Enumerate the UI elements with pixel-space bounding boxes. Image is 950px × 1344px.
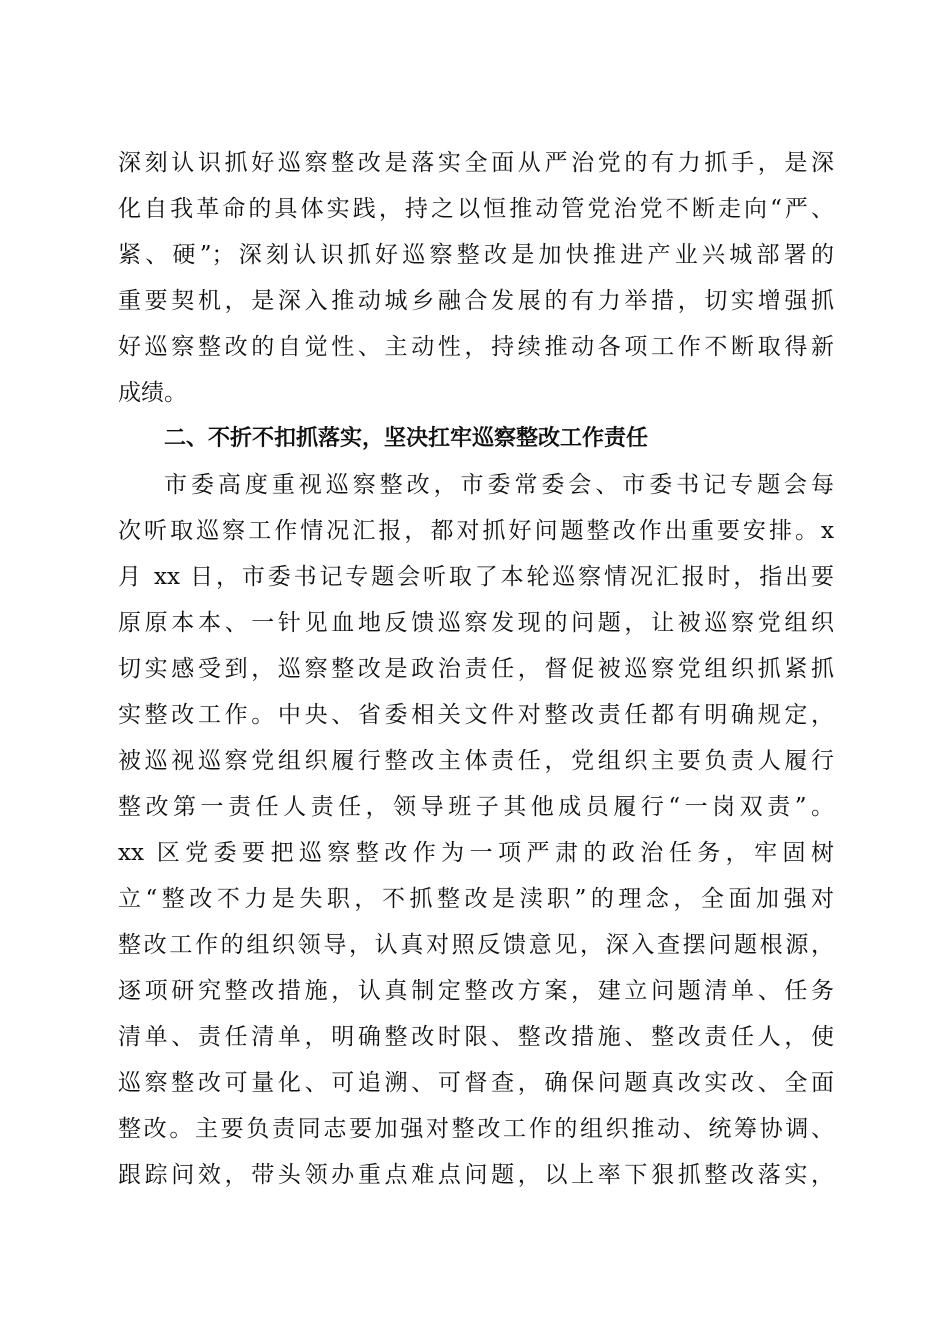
paragraph-1 — [118, 140, 834, 416]
text-line: 成绩。 — [118, 380, 187, 406]
text-line: 巡察整改可量化、可追溯、可督查，确保问题真改实改、全面 — [118, 1070, 834, 1096]
text-line: 深刻认识抓好巡察整改是落实全面从严治党的有力抓手，是深 — [118, 150, 834, 176]
text-line: 整改第一责任人责任，领导班子其他成员履行“一岗双责”。 — [118, 794, 834, 820]
text-line: 月 xx 日，市委书记专题会听取了本轮巡察情况汇报时，指出要 — [118, 564, 834, 590]
document-body — [118, 140, 834, 1198]
text-line: 次听取巡察工作情况汇报，都对抓好问题整改作出重要安排。x — [118, 518, 834, 544]
text-line: 清单、责任清单，明确整改时限、整改措施、整改责任人，使 — [118, 1024, 834, 1050]
text-line: 实整改工作。中央、省委相关文件对整改责任都有明确规定， — [118, 702, 834, 728]
text-line: 市委高度重视巡察整改，市委常委会、市委书记专题会每 — [164, 472, 834, 498]
text-line: 好巡察整改的自觉性、主动性，持续推动各项工作不断取得新 — [118, 334, 834, 360]
section-heading: 二、不折不扣抓落实，坚决扛牢巡察整改工作责任 — [164, 426, 649, 451]
text-line: 跟踪问效，带头领办重点难点问题，以上率下狠抓整改落实， — [118, 1162, 834, 1188]
paragraph-2 — [118, 462, 834, 1198]
text-line: 原原本本、一针见血地反馈巡察发现的问题，让被巡察党组织 — [118, 610, 834, 636]
text-line: 逐项研究整改措施，认真制定整改方案，建立问题清单、任务 — [118, 978, 834, 1004]
text-line: 整改。主要负责同志要加强对整改工作的组织推动、统筹协调、 — [118, 1116, 834, 1142]
text-line: 紧、硬”；深刻认识抓好巡察整改是加快推进产业兴城部署的 — [118, 242, 834, 268]
text-line: 重要契机，是深入推动城乡融合发展的有力举措，切实增强抓 — [118, 288, 834, 314]
text-line: 化自我革命的具体实践，持之以恒推动管党治党不断走向“严、 — [118, 196, 834, 222]
text-line: 切实感受到，巡察整改是政治责任，督促被巡察党组织抓紧抓 — [118, 656, 834, 682]
text-line: xx 区党委要把巡察整改作为一项严肃的政治任务，牢固树 — [118, 840, 834, 866]
text-line: 立“整改不力是失职，不抓整改是渎职”的理念，全面加强对 — [118, 886, 834, 912]
text-line: 整改工作的组织领导，认真对照反馈意见，深入查摆问题根源， — [118, 932, 834, 958]
text-line: 被巡视巡察党组织履行整改主体责任，党组织主要负责人履行 — [118, 748, 834, 774]
